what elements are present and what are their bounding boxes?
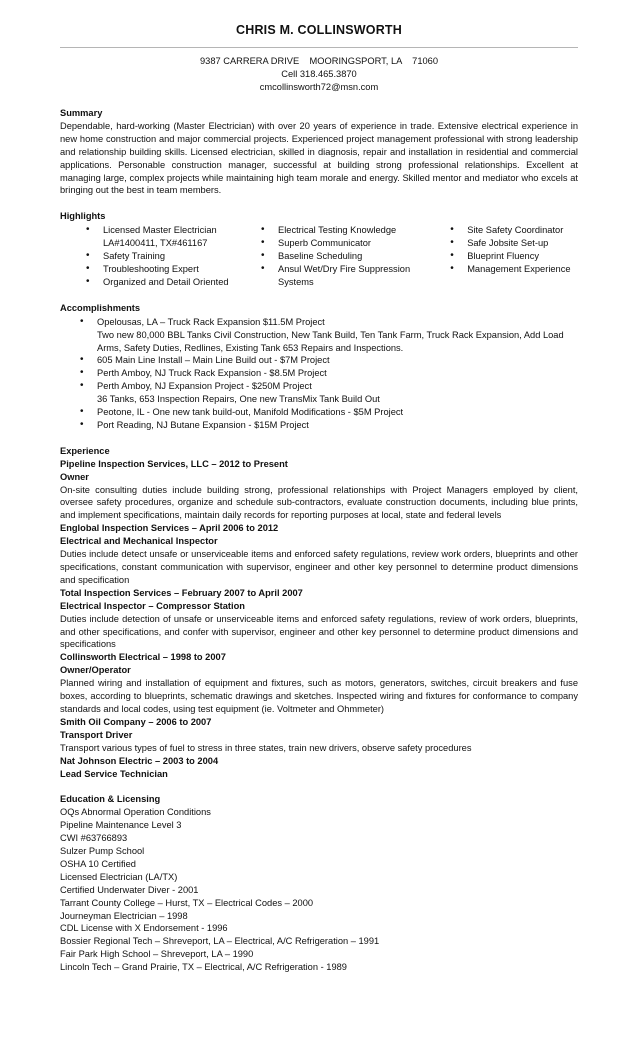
education-item: Lincoln Tech – Grand Prairie, TX – Electrical, A/C Refrigeration - 1989 bbox=[60, 962, 347, 973]
accomplishment-item bbox=[80, 419, 578, 432]
highlight-item: • Safe Jobsite Set-up bbox=[450, 237, 578, 250]
experience-section bbox=[60, 445, 578, 781]
highlight-item: • Blueprint Fluency bbox=[450, 250, 578, 263]
education-item: OQs Abnormal Operation Conditions bbox=[60, 807, 211, 818]
highlight-item: • Management Experience bbox=[450, 263, 578, 276]
address: 9387 CARRERA DRIVE MOORINGSPORT, LA 71060 bbox=[199, 56, 439, 66]
job-company: Collinsworth Electrical – 1998 to 2007 bbox=[60, 652, 226, 663]
highlight-item: • Ansul Wet/Dry Fire Suppression Systems bbox=[261, 263, 426, 289]
accomplishments-heading: Accomplishments bbox=[60, 302, 141, 313]
summary-heading: Summary bbox=[60, 108, 103, 118]
highlight-item: • Baseline Scheduling bbox=[261, 250, 426, 263]
resume-name: CHRIS M. COLLINSWORTH bbox=[236, 23, 402, 37]
job-description: Planned wiring and installation of equipment and fixtures, such as motors, generators, switches, circuit breakers and fuse boxes, according to blueprints, schematic drawings and sketches. Inspected wiring and fixtures for conformance to company standards and local codes, using test equipment (ie. Voltmeter and Ohmmeter) bbox=[60, 678, 578, 714]
highlight-item: • Superb Communicator bbox=[261, 237, 426, 250]
job-role: Electrical and Mechanical Inspector bbox=[60, 536, 218, 547]
accomplishments-list bbox=[60, 316, 578, 432]
email: cmcollinsworth72@msn.com bbox=[259, 82, 379, 93]
accomplishment-detail: Two new 80,000 BBL Tanks Civil Construction, New Tank Build, Ten Tank Farm, Truck Rack Expansion, Add Load Arms, Safety Duties, Redlines, Existing Tank 653 Repairs and Inspections. bbox=[97, 329, 564, 353]
education-item: Journeyman Electrician – 1998 bbox=[60, 910, 188, 921]
job-description: Transport various types of fuel to stress in three states, train new drivers, observe safety procedures bbox=[60, 742, 472, 753]
accomplishment-item bbox=[80, 406, 578, 419]
accomplishment-title: Opelousas, LA – Truck Rack Expansion $11.5M Project bbox=[97, 316, 325, 327]
accomplishment-detail: 36 Tanks, 653 Inspection Repairs, One new TransMix Tank Build Out bbox=[97, 394, 380, 405]
highlights-column-1 bbox=[86, 224, 261, 289]
highlight-item: • Safety Training bbox=[86, 250, 261, 263]
highlight-item: • Site Safety Coordinator bbox=[450, 224, 578, 237]
accomplishment-item bbox=[80, 367, 578, 380]
accomplishment-title: Peotone, IL - One new tank build-out, Manifold Modifications - $5M Project bbox=[97, 407, 404, 418]
education-item: OSHA 10 Certified bbox=[60, 858, 136, 869]
job-role: Transport Driver bbox=[60, 729, 133, 740]
job-company: Total Inspection Services – February 2007 to April 2007 bbox=[60, 587, 303, 598]
highlight-item: • Organized and Detail Oriented bbox=[86, 276, 261, 289]
education-item: Pipeline Maintenance Level 3 bbox=[60, 820, 182, 831]
job-role: Owner bbox=[60, 471, 89, 482]
highlights-heading: Highlights bbox=[60, 211, 106, 222]
job-role: Lead Service Technician bbox=[60, 768, 168, 779]
education-item: CDL License with X Endorsement - 1996 bbox=[60, 923, 228, 934]
summary-section bbox=[60, 107, 578, 197]
job-description: On-site consulting duties include building strong, professional relationships with Project Managers employed by client, oversee safety procedures, organize and schedule sub-contractors, evaluate construction documents, including blue prints, and implement specifications, maintain daily records for reporting purposes at local, state and federal levels bbox=[60, 484, 578, 521]
accomplishments-section bbox=[60, 302, 578, 432]
highlights-column-3 bbox=[450, 224, 578, 289]
job-role: Owner/Operator bbox=[60, 665, 131, 676]
accomplishment-item bbox=[80, 380, 578, 406]
education-item: Fair Park High School – Shreveport, LA – 1990 bbox=[60, 949, 254, 960]
accomplishment-title: Port Reading, NJ Butane Expansion - $15M Project bbox=[97, 419, 309, 430]
summary-text: Dependable, hard-working (Master Electrician) with over 20 years of experience in trade. Extensive electrical experience in new home construction and major commercial projects. Experienced project management professional with strong leadership and relationship building skills. Licensed electrician, skilled in diagnosis, repair and installation in residential and commercial applications. Personable construction manager, successful at building strong professional relationships. Excellent at managing large, complex projects while maintaining high team morale and energy. Skilled mentor and mediator who excels at bringing out the best in team members. bbox=[60, 120, 578, 196]
job-company: Englobal Inspection Services – April 2006 to 2012 bbox=[60, 523, 279, 534]
accomplishment-title: 605 Main Line Install – Main Line Build out - $7M Project bbox=[97, 355, 330, 366]
education-item: Certified Underwater Diver - 2001 bbox=[60, 884, 199, 895]
phone: Cell 318.465.3870 bbox=[281, 69, 357, 80]
resume-content bbox=[60, 107, 578, 987]
job-description: Duties include detect unsafe or unserviceable items and enforced safety regulations, review work orders, blueprints and other specifications, constant communication with supervisor, engineer and other key personnel to determine product dimensions and specification bbox=[60, 549, 578, 585]
education-section bbox=[60, 793, 578, 974]
highlights-column-2 bbox=[261, 224, 426, 289]
highlight-item: • Electrical Testing Knowledge bbox=[261, 224, 426, 237]
education-item: Tarrant County College – Hurst, TX – Electrical Codes – 2000 bbox=[60, 897, 314, 908]
accomplishment-item bbox=[80, 354, 578, 367]
highlights-grid bbox=[60, 224, 578, 289]
accomplishment-item bbox=[80, 316, 578, 355]
education-item: Sulzer Pump School bbox=[60, 846, 145, 857]
contact-block bbox=[0, 55, 638, 95]
highlight-item: • Troubleshooting Expert bbox=[86, 263, 261, 276]
experience-heading: Experience bbox=[60, 445, 110, 456]
job-company: Nat Johnson Electric – 2003 to 2004 bbox=[60, 755, 219, 766]
accomplishment-title: Perth Amboy, NJ Truck Rack Expansion - $8.5M Project bbox=[97, 368, 327, 379]
job-company: Pipeline Inspection Services, LLC – 2012 to Present bbox=[60, 458, 288, 469]
education-heading: Education & Licensing bbox=[60, 794, 161, 805]
header-divider bbox=[60, 47, 578, 48]
highlight-item: • Licensed Master Electrician LA#1400411, TX#461167 bbox=[86, 224, 261, 250]
education-item: Licensed Electrician (LA/TX) bbox=[60, 871, 178, 882]
education-item: Bossier Regional Tech – Shreveport, LA – Electrical, A/C Refrigeration – 1991 bbox=[60, 936, 380, 947]
highlights-section bbox=[60, 210, 578, 288]
job-role: Electrical Inspector – Compressor Station bbox=[60, 600, 245, 611]
accomplishment-title: Perth Amboy, NJ Expansion Project - $250M Project bbox=[97, 381, 312, 392]
job-company: Smith Oil Company – 2006 to 2007 bbox=[60, 716, 212, 727]
education-item: CWI #63766893 bbox=[60, 833, 128, 844]
job-description: Duties include detection of unsafe or unserviceable items and enforced safety regulations, review of work orders, blueprints, and other specifications, and confer with supervisor, engineer and other key personnel to determine product dimensions and specifications bbox=[60, 613, 578, 650]
